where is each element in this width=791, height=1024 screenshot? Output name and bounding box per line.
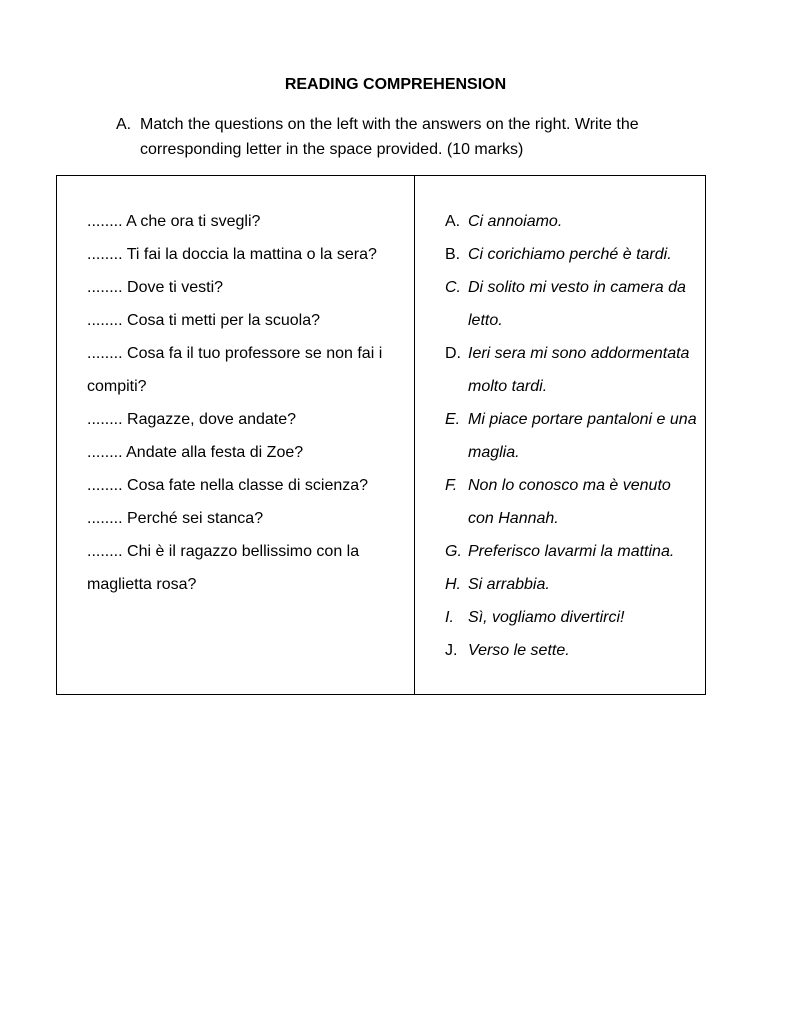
column-divider xyxy=(414,176,415,694)
answer-text: Ieri sera mi sono addormentata molto tardi. xyxy=(468,345,690,395)
answer-letter: C. xyxy=(445,279,461,296)
answer-letter: J. xyxy=(445,642,458,659)
matching-table xyxy=(56,175,706,695)
answer-letter: H. xyxy=(445,576,461,593)
question-item: ........ A che ora ti svegli? xyxy=(87,213,261,230)
answer-item xyxy=(445,469,700,535)
question-item: ........ Cosa ti metti per la scuola? xyxy=(87,312,320,329)
answer-letter: D. xyxy=(445,345,461,362)
instruction xyxy=(116,112,696,162)
question-item: ........ Ti fai la doccia la mattina o la sera? xyxy=(87,246,377,263)
answer-text: Si arrabbia. xyxy=(468,576,550,593)
answer-item xyxy=(445,403,700,469)
answer-letter: A. xyxy=(445,213,461,230)
answer-text: Verso le sette. xyxy=(468,642,570,659)
answers-column xyxy=(445,205,700,667)
question-item: ........ Chi è il ragazzo bellissimo con la maglietta rosa? xyxy=(87,543,360,593)
answer-item xyxy=(445,535,700,568)
question-item: ........ Perché sei stanca? xyxy=(87,510,264,527)
answer-text: Sì, vogliamo divertirci! xyxy=(468,609,625,626)
answer-item xyxy=(445,337,700,403)
answer-item xyxy=(445,634,700,667)
answer-item xyxy=(445,601,700,634)
questions-column xyxy=(87,205,397,601)
question-item: ........ Ragazze, dove andate? xyxy=(87,411,297,428)
answer-item xyxy=(445,568,700,601)
answer-text: Preferisco lavarmi la mattina. xyxy=(468,543,675,560)
answer-item xyxy=(445,238,700,271)
answer-item xyxy=(445,271,700,337)
answer-text: Di solito mi vesto in camera da letto. xyxy=(468,279,686,329)
question-item: ........ Cosa fate nella classe di scienza? xyxy=(87,477,369,494)
answer-letter: F. xyxy=(445,477,458,494)
answer-text: Non lo conosco ma è venuto con Hannah. xyxy=(468,477,671,527)
instruction-marker: A. xyxy=(116,116,132,133)
answer-text: Mi piace portare pantaloni e una maglia. xyxy=(468,411,697,461)
answer-letter: G. xyxy=(445,543,462,560)
page-title: READING COMPREHENSION xyxy=(284,76,507,93)
answer-letter: E. xyxy=(445,411,461,428)
answer-item xyxy=(445,205,700,238)
question-item: ........ Andate alla festa di Zoe? xyxy=(87,444,304,461)
instruction-text: Match the questions on the left with the answers on the right. Write the corresponding letter in the space provided. (10 marks) xyxy=(140,116,639,158)
answer-text: Ci corichiamo perché è tardi. xyxy=(468,246,672,263)
answer-text: Ci annoiamo. xyxy=(468,213,563,230)
answer-letter: I. xyxy=(445,609,454,626)
question-item: ........ Dove ti vesti? xyxy=(87,279,224,296)
question-item: ........ Cosa fa il tuo professore se non fai i compiti? xyxy=(87,345,383,395)
answer-letter: B. xyxy=(445,246,461,263)
